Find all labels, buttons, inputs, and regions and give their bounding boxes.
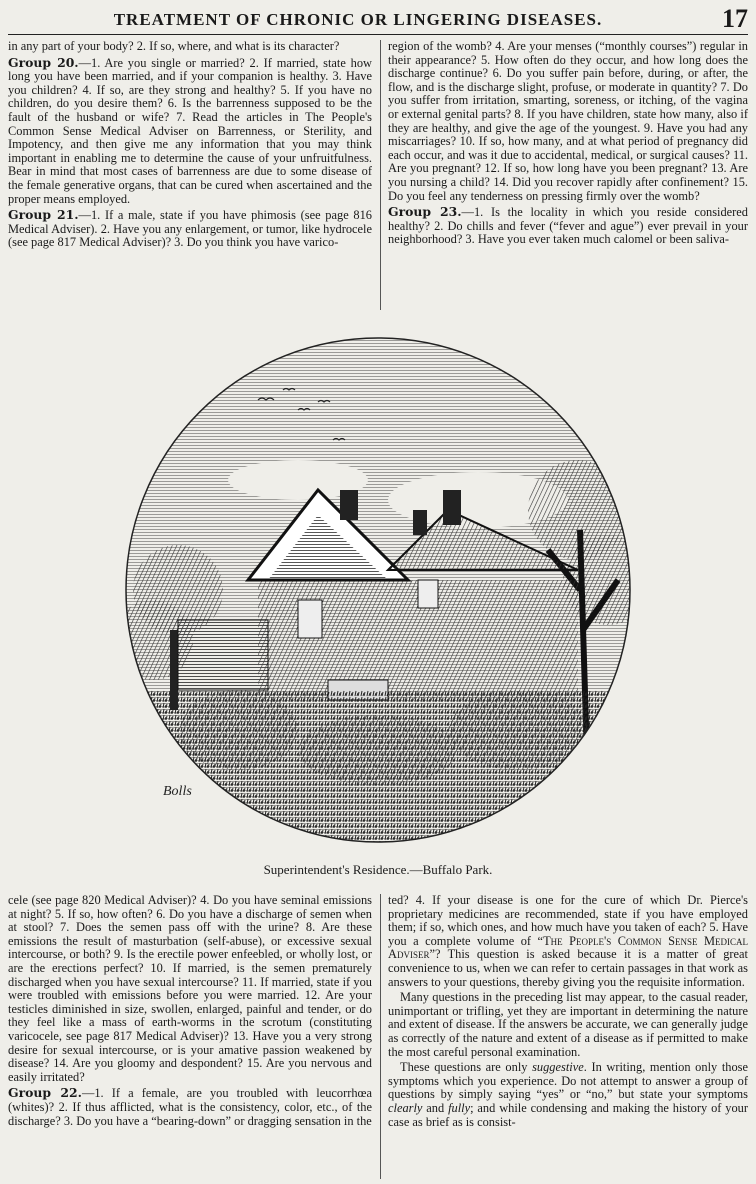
illustration-caption: Superintendent's Residence.—Buffalo Park. xyxy=(263,862,493,877)
paragraph-womb-continued: region of the womb? 4. Are your menses (“monthly courses”) regular in their appearance? 5. How often do they occur, and how long does the discharge continue? 6. Do you suffer pain before, during, or after, the flow, and is the discharge slight, profuse, or moderate in quantity? 7. Do you suffer from irritation, smarting, soreness, or itching, of the vagina or external genital parts? 8. If you have children, state how many, also if they are healthy, and give the age of the youngest. 9. Have you had any miscarriages? 10. If so, how many, and at what period of pregnancy did each occur, and was it due to accidental, medical, or surgical causes? 11. Are you pregnant? 12. If so, how long have you been pregnant? 13. Are you nursing a child? 14. Did you recover rapidly after confinement? 15. Do you feel any tenderness on pressing firmly over the womb? xyxy=(388,39,748,203)
paragraph-varicocele-continued: cele (see page 820 Medical Adviser)? 4. Do you have seminal emissions at night? 5. If so, how often? 6. Do you have a discharge of semen when at stool? 7. Does the semen pass off with the urine? 8. Are these emissions the result of masturbation (self-abuse), or excessive sexual intercourse, or both? 9. Is the erectile power enfeebled, or wholly lost, or are the erections perfect? 10. If married, is the semen prematurely discharged when you have sexual intercourse? 11. If married, state if you were troubled with emissions before you were married. 12. Are your testicles diminished in size, swollen, enlarged, painful and tender, or do they feel like a mass of earth-worms in the scrotum (constituting varicocele, see page 817 Medical Adviser)? 13. Have you a very strong desire for sexual intercourse, or is your amative passion weakened by disease? 14. Are you gloomy and despondent? 15. Are you nervous and easily irritated? xyxy=(8,893,372,1084)
top-left-column xyxy=(8,40,372,252)
bottom-right-column xyxy=(388,894,748,1131)
bottom-left-column xyxy=(8,894,372,1130)
column-divider-top xyxy=(380,40,381,310)
paragraph-intro: in any part of your body? 2. If so, where, and what is its character? xyxy=(8,39,340,53)
column-divider-bottom xyxy=(380,894,381,1179)
paragraph-group-20 xyxy=(8,56,372,207)
paragraph-salivated-continued: ted? 4. If your disease is one for the cure of which Dr. Pierce's proprietary medicines are recommended, state if you have employed them; if so, which ones, and how much have you taken of each? 5. Have you a complete volume of “The People's Common Sense Medical Adviser”? This question is asked because it is a matter of great convenience to us, when we can refer to certain passages in that work as answers to your questions, thereby giving you the requisite information. xyxy=(388,893,748,989)
book-title: The People's Common Sense Medical Adviser xyxy=(388,933,748,962)
paragraph-group-23 xyxy=(388,205,748,247)
group-21-text: —1. If a male, state if you have phimosis (see page 816 Medical Adviser). 2. Have you any enlargement, or tumor, like hydrocele (see page 817 Medical Adviser)? 3. Do you think you have varico- xyxy=(8,208,372,250)
group-20-text: —1. Are you single or married? 2. If married, state how long you have been married, and if your companion is healthy. 3. Have you children? 4. If so, are they strong and healthy? 5. If you have no children, do you desire them? 6. Is the barrenness supposed to be the fault of the husband or wife? 7. Read the articles in The People's Common Sense Medical Adviser on Barrenness, or Sterility, and Impotency, and then give me any information that you may think important in enabling me to determine the cause of your unfruitfulness. Bear in mind that most cases of barrenness are due to some disease of the female generative organs, that can be cured when ascertained and the proper means employed. xyxy=(8,55,372,206)
running-title: TREATMENT OF CHRONIC OR LINGERING DISEASES. xyxy=(113,10,603,29)
group-23-label: Group 23. xyxy=(388,204,462,220)
group-22-label: Group 22. xyxy=(8,1085,82,1101)
top-right-column xyxy=(388,40,748,249)
residence-engraving xyxy=(118,330,638,850)
paragraph-group-22 xyxy=(8,1086,372,1128)
group-20-label: Group 20. xyxy=(8,54,79,70)
window xyxy=(298,600,322,638)
engraver-signature: Bolls xyxy=(163,784,192,799)
group-23-text: —1. Is the locality in which you reside considered healthy? 2. Do chills and fever (“fever and ague”) ever prevail in your neighborhood? 3. Have you ever taken much calomel or been saliva- xyxy=(388,205,748,247)
chimney xyxy=(413,510,427,535)
side-wing xyxy=(178,620,268,690)
window xyxy=(418,580,438,608)
group-22-text: —1. If a female, are you troubled with leucorrhœa (whites)? 2. If thus afflicted, what is the consistency, color, etc., of the discharge? 3. Do you have a “bearing-down” or dragging sensation in the xyxy=(8,1086,372,1128)
engraving-scene xyxy=(118,330,638,850)
page-number: 17 xyxy=(722,4,748,33)
chimney xyxy=(340,490,358,520)
group-21-label: Group 21. xyxy=(8,207,79,223)
chimney xyxy=(443,490,461,525)
paragraph-group-21 xyxy=(8,208,372,250)
running-header xyxy=(8,4,748,35)
paragraph-many-questions: Many questions in the preceding list may appear, to the casual reader, unimportant or trifling, yet they are important in determining the nature and extent of disease. If the answers be accurate, we can generally judge as correctly of the nature and extent of a disease as if permitted to make the most careful personal examination. xyxy=(388,990,748,1059)
paragraph-suggestive: These questions are only suggestive. In writing, mention only those symptoms which you experience. Do not attempt to answer a group of questions by simply saying “yes” or “no,” but state your symptoms clearly and fully; and while condensing and making the history of your case as brief as is consist- xyxy=(388,1060,749,1129)
